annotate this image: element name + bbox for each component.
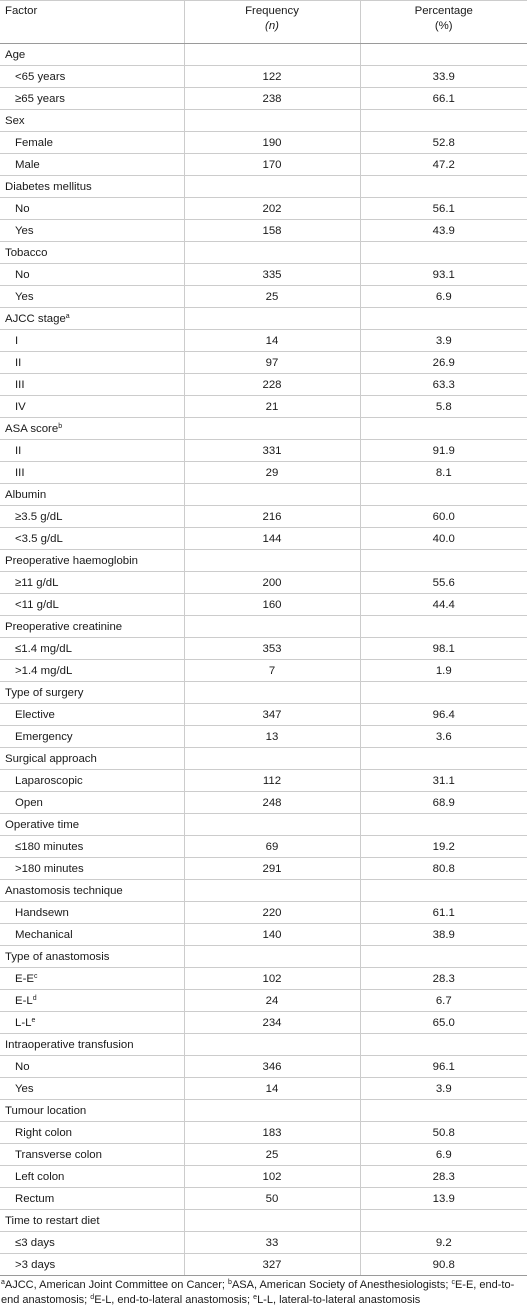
percentage-cell <box>360 550 527 572</box>
frequency-cell: 144 <box>184 528 360 550</box>
category-label: Mechanical <box>0 924 184 946</box>
group-header-row <box>0 880 527 902</box>
table-row <box>0 374 527 396</box>
group-header-row <box>0 418 527 440</box>
percentage-cell: 98.1 <box>360 638 527 660</box>
category-label: $E-L^d$ <box>0 990 184 1012</box>
category-label: Emergency <box>0 726 184 748</box>
group-label: Time to restart diet <box>0 1210 184 1232</box>
category-label: <11 g/dL <box>0 594 184 616</box>
frequency-cell: 102 <box>184 1166 360 1188</box>
footnote-text: E-E, end-to-end anastomosis; <box>1 1279 515 1306</box>
frequency-cell <box>184 814 360 836</box>
percentage-cell <box>360 418 527 440</box>
frequency-cell <box>184 484 360 506</box>
percentage-cell <box>360 1100 527 1122</box>
group-label: Preoperative haemoglobin <box>0 550 184 572</box>
percentage-cell: 28.3 <box>360 968 527 990</box>
table-row <box>0 1232 527 1254</box>
table-row <box>0 1056 527 1078</box>
percentage-cell: 31.1 <box>360 770 527 792</box>
category-label: No <box>0 198 184 220</box>
frequency-cell: 248 <box>184 792 360 814</box>
percentage-cell: 96.4 <box>360 704 527 726</box>
percentage-cell <box>360 1034 527 1056</box>
frequency-cell: 160 <box>184 594 360 616</box>
percentage-cell: 55.6 <box>360 572 527 594</box>
percentage-cell <box>360 110 527 132</box>
category-label: ≤180 minutes <box>0 836 184 858</box>
frequency-cell: 353 <box>184 638 360 660</box>
category-label: Yes <box>0 1078 184 1100</box>
frequency-cell: 170 <box>184 154 360 176</box>
frequency-cell: 140 <box>184 924 360 946</box>
category-label: $E-E^c$ <box>0 968 184 990</box>
table-row <box>0 638 527 660</box>
group-label: Anastomosis technique <box>0 880 184 902</box>
percentage-cell <box>360 682 527 704</box>
frequency-cell: 97 <box>184 352 360 374</box>
percentage-cell: 38.9 <box>360 924 527 946</box>
percentage-cell: 56.1 <box>360 198 527 220</box>
footnote-text: E-L, end-to-lateral anastomosis; <box>94 1294 254 1306</box>
percentage-cell: 52.8 <box>360 132 527 154</box>
frequency-cell <box>184 1034 360 1056</box>
category-label: Transverse colon <box>0 1144 184 1166</box>
group-label: Diabetes mellitus <box>0 176 184 198</box>
frequency-cell: 13 <box>184 726 360 748</box>
group-label: Operative time <box>0 814 184 836</box>
frequency-cell: 228 <box>184 374 360 396</box>
table-row <box>0 660 527 682</box>
table-row <box>0 1188 527 1210</box>
table-row <box>0 396 527 418</box>
group-header-row <box>0 1034 527 1056</box>
group-label: Albumin <box>0 484 184 506</box>
percentage-cell <box>360 242 527 264</box>
group-label: Preoperative creatinine <box>0 616 184 638</box>
percentage-cell: 6.9 <box>360 286 527 308</box>
table-row <box>0 88 527 110</box>
percentage-cell <box>360 616 527 638</box>
group-label: Surgical approach <box>0 748 184 770</box>
table-row <box>0 154 527 176</box>
category-label: ≥11 g/dL <box>0 572 184 594</box>
percentage-cell: 19.2 <box>360 836 527 858</box>
table-row <box>0 198 527 220</box>
category-label: Yes <box>0 220 184 242</box>
percentage-cell <box>360 1210 527 1232</box>
percentage-cell: 91.9 <box>360 440 527 462</box>
header-percentage: Percentage (%) <box>360 1 527 44</box>
table-row <box>0 594 527 616</box>
frequency-cell <box>184 1210 360 1232</box>
frequency-cell: 200 <box>184 572 360 594</box>
percentage-cell <box>360 946 527 968</box>
percentage-cell: 33.9 <box>360 66 527 88</box>
table-row <box>0 1254 527 1276</box>
frequency-cell: 220 <box>184 902 360 924</box>
category-label: <65 years <box>0 66 184 88</box>
group-header-row <box>0 682 527 704</box>
frequency-cell: 291 <box>184 858 360 880</box>
group-header-row <box>0 44 527 66</box>
percentage-cell: 5.8 <box>360 396 527 418</box>
frequency-cell: 234 <box>184 1012 360 1034</box>
group-header-row <box>0 110 527 132</box>
frequency-cell: 112 <box>184 770 360 792</box>
frequency-cell: 331 <box>184 440 360 462</box>
frequency-cell: 25 <box>184 1144 360 1166</box>
group-label: Tumour location <box>0 1100 184 1122</box>
group-header-row <box>0 1210 527 1232</box>
frequency-cell <box>184 880 360 902</box>
category-label: II <box>0 440 184 462</box>
footnote-marker: b <box>228 1279 232 1286</box>
group-label: ASA score$^b$ <box>0 418 184 440</box>
frequency-cell: 102 <box>184 968 360 990</box>
percentage-cell: 43.9 <box>360 220 527 242</box>
group-header-row <box>0 550 527 572</box>
table-row <box>0 792 527 814</box>
percentage-cell: 44.4 <box>360 594 527 616</box>
table-row <box>0 132 527 154</box>
percentage-cell: 47.2 <box>360 154 527 176</box>
footnote-marker: e <box>253 1294 258 1301</box>
group-header-row <box>0 616 527 638</box>
table-row <box>0 528 527 550</box>
percentage-cell: 50.8 <box>360 1122 527 1144</box>
group-header-row <box>0 484 527 506</box>
table-row <box>0 572 527 594</box>
group-label: Tobacco <box>0 242 184 264</box>
table-row <box>0 1166 527 1188</box>
category-label: L-Le <box>0 1012 184 1034</box>
category-label: I <box>0 330 184 352</box>
group-label: Intraoperative transfusion <box>0 1034 184 1056</box>
frequency-cell <box>184 44 360 66</box>
group-header-row <box>0 242 527 264</box>
category-label: Rectum <box>0 1188 184 1210</box>
group-label: AJCC stage$^a$ <box>0 308 184 330</box>
frequency-cell <box>184 748 360 770</box>
percentage-cell: 6.7 <box>360 990 527 1012</box>
header-factor: Factor <box>0 1 184 44</box>
percentage-cell: 68.9 <box>360 792 527 814</box>
table-row <box>0 330 527 352</box>
group-header-row <box>0 814 527 836</box>
category-label: ≤1.4 mg/dL <box>0 638 184 660</box>
frequency-cell <box>184 242 360 264</box>
frequency-cell: 346 <box>184 1056 360 1078</box>
category-label: III <box>0 462 184 484</box>
percentage-cell: 96.1 <box>360 1056 527 1078</box>
table-row <box>0 1012 527 1034</box>
category-label: No <box>0 1056 184 1078</box>
frequency-cell: 14 <box>184 330 360 352</box>
table-row <box>0 264 527 286</box>
frequency-cell: 202 <box>184 198 360 220</box>
frequency-cell <box>184 616 360 638</box>
table-footnote <box>0 1276 527 1308</box>
footnote-text: L-L, lateral-to-lateral anastomosis <box>257 1294 421 1306</box>
category-label: ≤3 days <box>0 1232 184 1254</box>
percentage-cell <box>360 880 527 902</box>
table-row <box>0 990 527 1012</box>
frequency-cell: 29 <box>184 462 360 484</box>
footnote-marker: b <box>58 422 63 430</box>
table-row <box>0 220 527 242</box>
table-row <box>0 440 527 462</box>
category-label: Handsewn <box>0 902 184 924</box>
group-header-row <box>0 176 527 198</box>
table-row <box>0 66 527 88</box>
percentage-cell <box>360 484 527 506</box>
category-label: II <box>0 352 184 374</box>
percentage-cell: 63.3 <box>360 374 527 396</box>
percentage-cell: 3.9 <box>360 1078 527 1100</box>
category-label: >1.4 mg/dL <box>0 660 184 682</box>
percentage-cell: 6.9 <box>360 1144 527 1166</box>
frequency-cell: 158 <box>184 220 360 242</box>
footnote-text: ASA, American Society of Anesthesiologists; <box>231 1279 452 1291</box>
footnote-marker: c <box>34 972 38 980</box>
percentage-cell: 3.6 <box>360 726 527 748</box>
category-label: No <box>0 264 184 286</box>
group-header-row <box>0 946 527 968</box>
table-row <box>0 1144 527 1166</box>
frequency-cell: 183 <box>184 1122 360 1144</box>
table-row <box>0 858 527 880</box>
group-header-row <box>0 308 527 330</box>
percentage-cell: 13.9 <box>360 1188 527 1210</box>
frequency-cell: 335 <box>184 264 360 286</box>
percentage-cell: 61.1 <box>360 902 527 924</box>
frequency-cell: 190 <box>184 132 360 154</box>
category-label: >3 days <box>0 1254 184 1276</box>
table-row <box>0 462 527 484</box>
footnote-marker: a <box>65 312 70 320</box>
group-header-row <box>0 748 527 770</box>
category-label: III <box>0 374 184 396</box>
frequency-cell <box>184 418 360 440</box>
percentage-cell: 40.0 <box>360 528 527 550</box>
percentage-cell: 93.1 <box>360 264 527 286</box>
frequency-cell: 238 <box>184 88 360 110</box>
footnote-marker: d <box>90 1294 95 1301</box>
group-label: Type of anastomosis <box>0 946 184 968</box>
frequency-cell: 14 <box>184 1078 360 1100</box>
category-label: Elective <box>0 704 184 726</box>
category-label: ≥65 years <box>0 88 184 110</box>
frequency-cell <box>184 682 360 704</box>
frequency-cell: 50 <box>184 1188 360 1210</box>
footnote-marker: d <box>32 994 37 1002</box>
group-label: Age <box>0 44 184 66</box>
category-label: >180 minutes <box>0 858 184 880</box>
footnote-marker: e <box>31 1016 36 1024</box>
table-row <box>0 726 527 748</box>
frequency-cell <box>184 110 360 132</box>
category-label: Female <box>0 132 184 154</box>
percentage-cell <box>360 176 527 198</box>
category-label: Open <box>0 792 184 814</box>
frequency-cell <box>184 946 360 968</box>
frequency-cell <box>184 1100 360 1122</box>
table-row <box>0 1078 527 1100</box>
percentage-cell: 90.8 <box>360 1254 527 1276</box>
footnote-marker: a <box>1 1279 5 1286</box>
percentage-cell <box>360 44 527 66</box>
percentage-cell: 80.8 <box>360 858 527 880</box>
header-percentage-unit: (%) <box>434 20 453 32</box>
percentage-cell: 9.2 <box>360 1232 527 1254</box>
header-frequency-unit: (n) <box>265 20 279 32</box>
frequency-cell: 122 <box>184 66 360 88</box>
percentage-cell <box>360 748 527 770</box>
table-header-row <box>0 1 527 44</box>
frequency-cell: 7 <box>184 660 360 682</box>
group-label: Type of surgery <box>0 682 184 704</box>
percentage-cell <box>360 814 527 836</box>
table-row <box>0 704 527 726</box>
frequency-cell: 69 <box>184 836 360 858</box>
footnote-marker: c <box>451 1279 455 1286</box>
footnote-text: AJCC, American Joint Committee on Cancer; <box>4 1279 229 1291</box>
percentage-cell: 28.3 <box>360 1166 527 1188</box>
frequency-cell: 21 <box>184 396 360 418</box>
category-label: Right colon <box>0 1122 184 1144</box>
percentage-cell: 65.0 <box>360 1012 527 1034</box>
category-label: IV <box>0 396 184 418</box>
frequency-cell: 24 <box>184 990 360 1012</box>
table-row <box>0 352 527 374</box>
table-body <box>0 44 527 1276</box>
category-label: Male <box>0 154 184 176</box>
frequency-cell: 33 <box>184 1232 360 1254</box>
category-label: Left colon <box>0 1166 184 1188</box>
percentage-cell: 3.9 <box>360 330 527 352</box>
frequency-cell: 216 <box>184 506 360 528</box>
table-row <box>0 286 527 308</box>
frequency-cell <box>184 550 360 572</box>
group-header-row <box>0 1100 527 1122</box>
frequency-cell: 327 <box>184 1254 360 1276</box>
category-label: Laparoscopic <box>0 770 184 792</box>
percentage-cell: 60.0 <box>360 506 527 528</box>
table-row <box>0 836 527 858</box>
category-label: ≥3.5 g/dL <box>0 506 184 528</box>
group-label: Sex <box>0 110 184 132</box>
frequency-cell <box>184 308 360 330</box>
table-row <box>0 902 527 924</box>
category-label: <3.5 g/dL <box>0 528 184 550</box>
table-row <box>0 506 527 528</box>
percentage-cell: 1.9 <box>360 660 527 682</box>
frequency-cell: 347 <box>184 704 360 726</box>
table-row <box>0 770 527 792</box>
frequency-cell <box>184 176 360 198</box>
percentage-cell: 8.1 <box>360 462 527 484</box>
table-row <box>0 968 527 990</box>
percentage-cell <box>360 308 527 330</box>
percentage-cell: 66.1 <box>360 88 527 110</box>
header-frequency: Frequency (n) <box>184 1 360 44</box>
frequency-cell: 25 <box>184 286 360 308</box>
table-row <box>0 1122 527 1144</box>
table-row <box>0 924 527 946</box>
category-label: Yes <box>0 286 184 308</box>
percentage-cell: 26.9 <box>360 352 527 374</box>
